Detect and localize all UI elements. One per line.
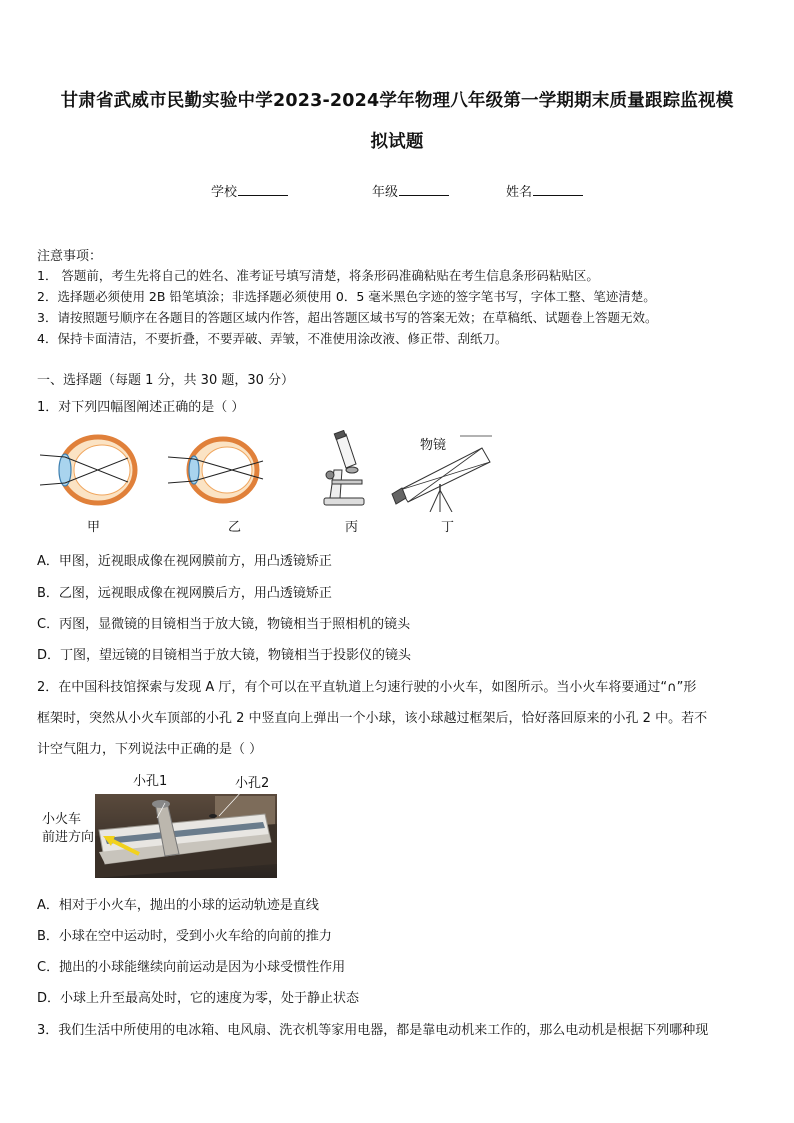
exam-title-line1: 甘肃省武威市民勤实验中学2023-2024学年物理八年级第一学期期末质量跟踪监视模 — [60, 91, 734, 111]
q1-option-d: D．丁图，望远镜的目镜相当于放大镜，物镜相当于投影仪的镜头 — [37, 648, 412, 663]
eye-diagram-hyperopia — [168, 432, 268, 512]
q2-option-b: B．小球在空中运动时，受到小火车给的向前的推力 — [37, 929, 332, 944]
notice-heading: 注意事项： — [37, 249, 103, 264]
school-field — [211, 181, 288, 200]
grade-field — [372, 181, 449, 200]
section-heading: 一、选择题（每题 1 分，共 30 题，30 分） — [37, 373, 295, 388]
q1-option-b: B．乙图，远视眼成像在视网膜后方，用凸透镜矫正 — [37, 586, 332, 601]
microscope-drawing — [316, 430, 372, 508]
school-label: 学校 — [211, 185, 238, 200]
q2-option-a: A．相对于小火车，抛出的小球的运动轨迹是直线 — [37, 898, 319, 913]
train-direction-label-1: 小火车 — [42, 812, 82, 827]
grade-blank — [399, 183, 449, 196]
hole2-label: 小孔2 — [235, 776, 270, 791]
school-blank — [238, 183, 288, 196]
name-blank — [533, 183, 583, 196]
name-field — [506, 181, 583, 200]
q2-stem-line1: 2．在中国科技馆探索与发现 A 厅，有个可以在平直轨道上匀速行驶的小火车，如图所示。当小火车将要通过“∩”形 — [37, 680, 697, 695]
figure-label-yi: 乙 — [228, 520, 242, 535]
q1-stem: 1．对下列四幅图阐述正确的是（ ） — [37, 400, 245, 415]
figure-label-ding: 丁 — [441, 520, 455, 535]
exam-title-line2: 拟试题 — [370, 132, 424, 152]
q2-option-d: D．小球上升至最高处时，它的速度为零，处于静止状态 — [37, 991, 360, 1006]
telescope-drawing — [390, 432, 502, 512]
notice-item-2: 2．选择题必须使用 2B 铅笔填涂；非选择题必须使用 0．5 毫米黑色字迹的签字笔书写，字体工整、笔迹清楚。 — [37, 289, 656, 304]
objective-lens-label: 物镜 — [420, 438, 447, 453]
name-label: 姓名 — [506, 185, 533, 200]
eye-diagram-myopia — [40, 432, 140, 512]
q2-stem-line2: 框架时，突然从小火车顶部的小孔 2 中竖直向上弹出一个小球，该小球越过框架后，恰好落回原来的小孔 2 中。若不 — [37, 711, 708, 726]
notice-item-1: 1． 答题前，考生先将自己的姓名、准考证号填写清楚，将条形码准确粘贴在考生信息条形码粘贴区。 — [37, 268, 599, 283]
q1-option-a: A．甲图，近视眼成像在视网膜前方，用凸透镜矫正 — [37, 554, 332, 569]
figure-label-jia: 甲 — [87, 520, 101, 535]
notice-item-3: 3．请按照题号顺序在各题目的答题区域内作答，超出答题区域书写的答案无效；在草稿纸、试题卷上答题无效。 — [37, 310, 658, 325]
q3-stem: 3．我们生活中所使用的电冰箱、电风扇、洗衣机等家用电器，都是靠电动机来工作的，那么电动机是根据下列哪种现 — [37, 1023, 709, 1038]
grade-label: 年级 — [372, 185, 399, 200]
notice-item-4: 4．保持卡面清洁，不要折叠，不要弄破、弄皱，不准使用涂改液、修正带、刮纸刀。 — [37, 331, 508, 346]
train-photo — [95, 794, 277, 878]
q2-stem-line3: 计空气阻力，下列说法中正确的是（ ） — [37, 742, 263, 757]
q2-option-c: C．抛出的小球能继续向前运动是因为小球受惯性作用 — [37, 960, 346, 975]
hole1-label: 小孔1 — [133, 774, 168, 789]
train-direction-label-2: 前进方向 — [42, 830, 95, 845]
figure-label-bing: 丙 — [345, 520, 359, 535]
q1-option-c: C．丙图，显微镜的目镜相当于放大镜，物镜相当于照相机的镜头 — [37, 617, 411, 632]
